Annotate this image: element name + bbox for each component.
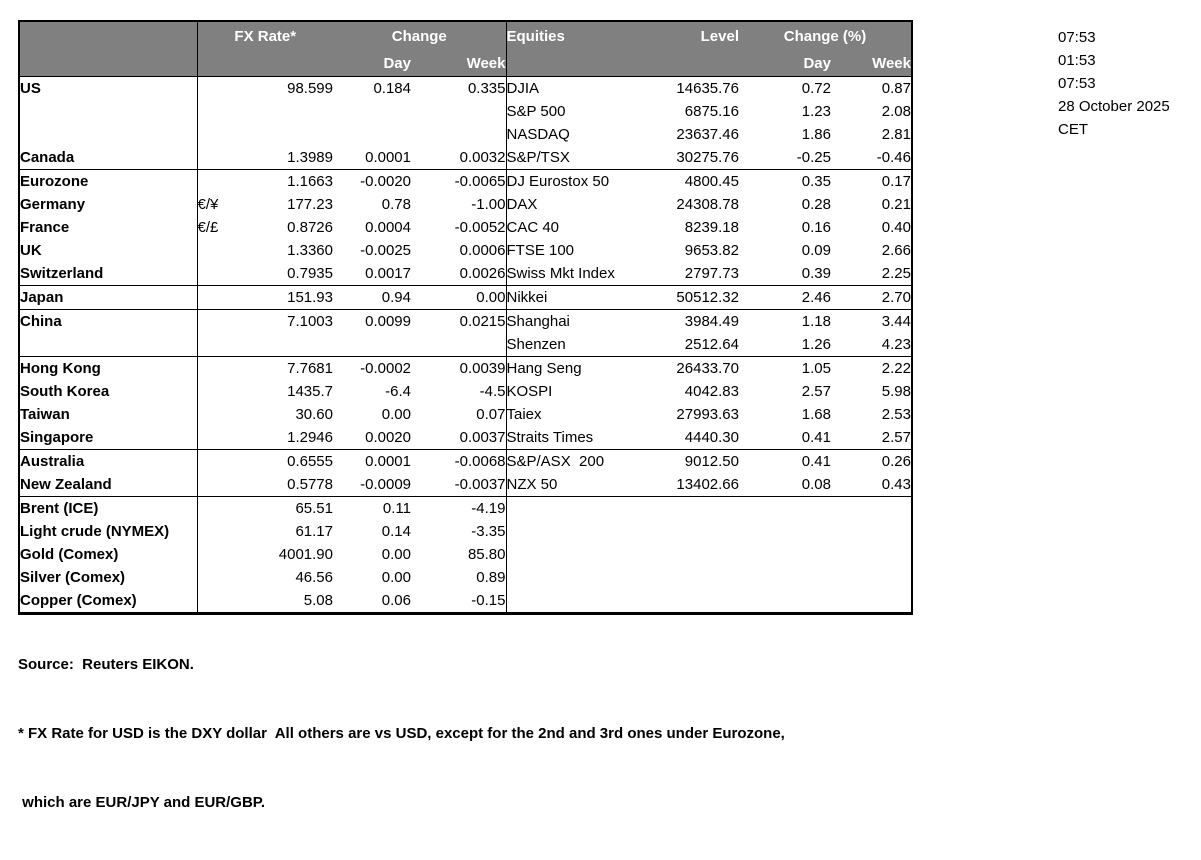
- fx-change-week-cell: -0.0065: [454, 172, 506, 190]
- fx-change-day-cell: -0.0020: [360, 172, 411, 190]
- fx-rate-cell: [235, 333, 333, 357]
- equity-change-week-cell: 4.23: [831, 333, 912, 357]
- equity-change-day-cell: -0.25: [739, 146, 831, 170]
- fx-change-day-cell: 0.0001: [333, 146, 411, 170]
- equity-change-week-cell: [831, 589, 912, 614]
- fx-change-day-cell: [333, 100, 411, 123]
- fx-change-week-cell: -4.19: [471, 499, 506, 517]
- table-row: [19, 100, 912, 123]
- equity-index-cell: NZX 50: [506, 473, 653, 497]
- fx-footnote-line1: * FX Rate for USD is the DXY dollar All others are vs USD, except for the 2nd and 3rd ones under Eurozone,: [18, 725, 785, 742]
- fx-rate-cell: 98.599: [287, 79, 333, 97]
- equity-level-cell: 8239.18: [684, 218, 739, 236]
- header-blank: [197, 51, 235, 76]
- country-cell: [19, 100, 197, 123]
- header-change: Change: [333, 21, 506, 51]
- equity-level-cell: 14635.76: [676, 79, 739, 97]
- fx-change-week-cell: 0.0006: [459, 241, 506, 259]
- fx-change-week-cell: 0.0039: [459, 359, 506, 377]
- equity-index-cell: Taiex: [506, 403, 653, 426]
- fx-change-day-cell: 0.0001: [365, 452, 411, 470]
- country-cell: Germany: [19, 193, 197, 216]
- equity-change-day-cell: [739, 566, 831, 589]
- country-cell: Silver (Comex): [19, 566, 197, 589]
- fx-rate-cell: 7.1003: [287, 312, 333, 330]
- equity-change-day-cell: 0.16: [801, 218, 831, 236]
- fx-change-week-cell: 0.07: [476, 405, 506, 423]
- currency-pair-cell: €/¥: [197, 195, 219, 213]
- currency-pair-cell: [197, 566, 235, 589]
- table-row: [19, 333, 912, 357]
- fx-change-day-cell: 0.94: [333, 285, 411, 309]
- header-eq-day: Day: [739, 51, 831, 76]
- fx-rate-cell: 1.1663: [287, 172, 333, 190]
- fx-change-week-cell: -1.00: [471, 195, 506, 213]
- equity-change-day-cell: 1.68: [801, 405, 831, 423]
- equity-level-cell: 27993.63: [676, 405, 739, 423]
- equity-change-week-cell: 0.40: [881, 218, 911, 236]
- fx-change-week-cell: 0.335: [467, 79, 506, 97]
- equity-index-cell: DAX: [506, 193, 653, 216]
- fx-change-day-cell: -0.0025: [360, 241, 411, 259]
- fx-change-week-cell: 0.0215: [459, 312, 506, 330]
- fx-change-day-cell: 0.14: [381, 522, 411, 540]
- timestamp: CET: [1058, 121, 1088, 138]
- fx-rate-cell: 0.6555: [287, 452, 333, 470]
- fx-change-week-cell: -0.0068: [454, 452, 506, 470]
- table-row: [19, 496, 912, 520]
- fx-rate-cell: 1.3989: [235, 146, 333, 170]
- equity-index-cell: Swiss Mkt Index: [506, 262, 653, 286]
- equity-level-cell: 9653.82: [684, 241, 739, 259]
- equity-change-week-cell: 2.53: [881, 405, 911, 423]
- equity-change-day-cell: 1.23: [801, 102, 831, 120]
- equity-change-week-cell: [831, 496, 912, 520]
- country-cell: Hong Kong: [19, 356, 197, 380]
- table-row: [19, 543, 912, 566]
- fx-change-week-cell: 0.00: [411, 285, 506, 309]
- header-equities: Equities: [506, 21, 653, 51]
- currency-pair-cell: [197, 380, 235, 403]
- currency-pair-cell: [197, 123, 235, 146]
- header-blank: [653, 51, 739, 76]
- fx-change-week-cell: -0.0037: [411, 473, 506, 497]
- equity-level-cell: 3984.49: [684, 312, 739, 330]
- equity-index-cell: NASDAQ: [506, 123, 653, 146]
- country-cell: US: [19, 76, 197, 100]
- header-change-pct: Change (%): [739, 21, 912, 51]
- country-cell: New Zealand: [19, 473, 197, 497]
- equity-change-day-cell: 1.05: [801, 359, 831, 377]
- timestamp-block: [1058, 26, 1170, 141]
- table-row: [19, 216, 912, 239]
- equity-change-day-cell: 0.39: [739, 262, 831, 286]
- equity-change-day-cell: [739, 496, 831, 520]
- table-row: [19, 76, 912, 100]
- fx-rate-cell: 1.2946: [235, 426, 333, 450]
- table-row: [19, 426, 912, 450]
- equity-change-day-cell: 1.26: [739, 333, 831, 357]
- fx-change-day-cell: [333, 123, 411, 146]
- equity-index-cell: [506, 496, 653, 520]
- equity-level-cell: 4800.45: [684, 172, 739, 190]
- fx-change-day-cell: 0.06: [381, 591, 411, 609]
- country-cell: Japan: [19, 285, 197, 309]
- equity-index-cell: CAC 40: [506, 216, 653, 239]
- table-row: [19, 239, 912, 262]
- fx-change-week-cell: 0.89: [476, 568, 506, 586]
- country-cell: Singapore: [19, 426, 197, 450]
- fx-change-day-cell: -6.4: [385, 382, 411, 400]
- equity-change-week-cell: [831, 543, 912, 566]
- fx-rate-cell: 1435.7: [287, 382, 333, 400]
- fx-rate-cell: 0.8726: [287, 218, 333, 236]
- equity-level-cell: 9012.50: [684, 452, 739, 470]
- fx-change-day-cell: [333, 333, 411, 357]
- currency-pair-cell: [197, 473, 235, 497]
- equity-level-cell: 6875.16: [684, 102, 739, 120]
- fx-rate-cell: 177.23: [287, 195, 333, 213]
- table-row: [19, 123, 912, 146]
- currency-pair-cell: [197, 403, 235, 426]
- country-cell: China: [19, 309, 197, 333]
- fx-change-week-cell: 0.0032: [411, 146, 506, 170]
- equity-level-cell: [653, 496, 739, 520]
- fx-rate-cell: 5.08: [303, 591, 333, 609]
- equity-index-cell: Shanghai: [506, 309, 653, 333]
- fx-rate-cell: 0.7935: [235, 262, 333, 286]
- equity-index-cell: S&P/ASX 200: [506, 449, 653, 473]
- fx-change-week-cell: [411, 333, 506, 357]
- equity-change-day-cell: [739, 520, 831, 543]
- equity-change-day-cell: 0.72: [801, 79, 831, 97]
- fx-change-week-cell: 0.0037: [411, 426, 506, 450]
- currency-pair-cell: [197, 146, 235, 170]
- fx-rate-cell: 61.17: [295, 522, 333, 540]
- equity-change-week-cell: 2.22: [881, 359, 911, 377]
- fx-change-week-cell: [411, 123, 506, 146]
- header-fx-week: Week: [411, 51, 506, 76]
- fx-change-week-cell: -0.0052: [454, 218, 506, 236]
- equity-index-cell: [506, 520, 653, 543]
- table-row: [19, 449, 912, 473]
- equity-level-cell: 4042.83: [684, 382, 739, 400]
- table-row: [19, 146, 912, 170]
- country-cell: Taiwan: [19, 403, 197, 426]
- equity-change-week-cell: [831, 520, 912, 543]
- table-row: [19, 169, 912, 193]
- table-row: [19, 520, 912, 543]
- equity-change-week-cell: [831, 566, 912, 589]
- equity-change-week-cell: 2.66: [881, 241, 911, 259]
- equity-change-week-cell: 2.81: [881, 125, 911, 143]
- equity-change-week-cell: -0.46: [831, 146, 912, 170]
- equity-index-cell: DJ Eurostox 50: [506, 169, 653, 193]
- equity-level-cell: [653, 566, 739, 589]
- currency-pair-cell: [197, 76, 235, 100]
- country-cell: Switzerland: [19, 262, 197, 286]
- header-eq-week: Week: [831, 51, 912, 76]
- country-cell: Canada: [19, 146, 197, 170]
- equity-change-day-cell: 1.86: [801, 125, 831, 143]
- equity-level-cell: 13402.66: [653, 473, 739, 497]
- country-cell: UK: [19, 239, 197, 262]
- header-blank: [19, 51, 197, 76]
- footer-notes: [18, 607, 785, 860]
- fx-change-week-cell: -0.15: [471, 591, 506, 609]
- country-cell: [19, 333, 197, 357]
- header-fx-day: Day: [333, 51, 411, 76]
- currency-pair-cell: [197, 262, 235, 286]
- equity-index-cell: Shenzen: [506, 333, 653, 357]
- equity-level-cell: 23637.46: [676, 125, 739, 143]
- currency-pair-cell: [197, 169, 235, 193]
- header-row-1: [19, 21, 912, 51]
- equity-level-cell: 26433.70: [676, 359, 739, 377]
- equity-change-week-cell: 2.57: [831, 426, 912, 450]
- equity-level-cell: 2512.64: [653, 333, 739, 357]
- equity-level-cell: [653, 520, 739, 543]
- currency-pair-cell: [197, 426, 235, 450]
- table-row: [19, 380, 912, 403]
- fx-change-day-cell: -0.0009: [333, 473, 411, 497]
- fx-change-day-cell: 0.0004: [365, 218, 411, 236]
- header-blank: [19, 21, 197, 51]
- equity-level-cell: 30275.76: [653, 146, 739, 170]
- equity-change-day-cell: 0.09: [801, 241, 831, 259]
- fx-rate-cell: 30.60: [295, 405, 333, 423]
- timestamp: 07:53: [1058, 75, 1096, 92]
- equity-change-day-cell: 0.41: [801, 452, 831, 470]
- timestamp: 28 October 2025: [1058, 98, 1170, 115]
- fx-change-week-cell: 0.0026: [411, 262, 506, 286]
- table-row: [19, 356, 912, 380]
- equity-level-cell: 4440.30: [653, 426, 739, 450]
- equity-index-cell: S&P/TSX: [506, 146, 653, 170]
- equity-change-week-cell: 2.25: [831, 262, 912, 286]
- fx-change-day-cell: 0.00: [381, 568, 411, 586]
- equity-change-day-cell: 2.57: [801, 382, 831, 400]
- country-cell: Australia: [19, 449, 197, 473]
- fx-rate-cell: [235, 123, 333, 146]
- currency-pair-cell: [197, 496, 235, 520]
- currency-pair-cell: [197, 100, 235, 123]
- fx-rate-cell: [235, 100, 333, 123]
- fx-change-day-cell: 0.0020: [333, 426, 411, 450]
- equity-change-day-cell: 2.46: [739, 285, 831, 309]
- currency-pair-cell: [197, 449, 235, 473]
- currency-pair-cell: [197, 239, 235, 262]
- equity-change-week-cell: 0.43: [831, 473, 912, 497]
- header-blank: [506, 51, 653, 76]
- currency-pair-cell: [197, 356, 235, 380]
- markets-table: [18, 20, 913, 615]
- fx-rate-cell: 46.56: [295, 568, 333, 586]
- country-cell: [19, 123, 197, 146]
- equity-index-cell: DJIA: [506, 76, 653, 100]
- country-cell: Light crude (NYMEX): [19, 520, 197, 543]
- fx-change-day-cell: 0.00: [381, 545, 411, 563]
- fx-rate-cell: 1.3360: [287, 241, 333, 259]
- header-row-2: [19, 51, 912, 76]
- currency-pair-cell: [197, 333, 235, 357]
- fx-change-week-cell: 85.80: [467, 545, 506, 563]
- currency-pair-cell: [197, 543, 235, 566]
- equity-level-cell: 50512.32: [653, 285, 739, 309]
- equity-change-day-cell: 1.18: [801, 312, 831, 330]
- equity-change-week-cell: 3.44: [881, 312, 911, 330]
- timestamp: 07:53: [1058, 29, 1096, 46]
- fx-change-day-cell: 0.78: [381, 195, 411, 213]
- table-row: [19, 566, 912, 589]
- fx-change-day-cell: 0.184: [373, 79, 411, 97]
- equity-change-day-cell: 0.08: [739, 473, 831, 497]
- fx-rate-cell: 0.5778: [235, 473, 333, 497]
- table-row: [19, 285, 912, 309]
- header-blank: [235, 51, 333, 76]
- header-fx-rate: FX Rate*: [197, 21, 333, 51]
- header-level: Level: [653, 21, 739, 51]
- country-cell: South Korea: [19, 380, 197, 403]
- equity-change-week-cell: 0.21: [881, 195, 911, 213]
- equity-change-week-cell: 0.26: [881, 452, 911, 470]
- equity-level-cell: 24308.78: [676, 195, 739, 213]
- fx-footnote-line2: which are EUR/JPY and EUR/GBP.: [18, 794, 266, 811]
- fx-change-day-cell: 0.11: [382, 499, 411, 517]
- table-row: [19, 403, 912, 426]
- equity-index-cell: KOSPI: [506, 380, 653, 403]
- table-row: [19, 473, 912, 497]
- fx-change-day-cell: 0.00: [381, 405, 411, 423]
- equity-change-day-cell: 0.28: [801, 195, 831, 213]
- country-cell: Gold (Comex): [19, 543, 197, 566]
- fx-change-day-cell: -0.0002: [360, 359, 411, 377]
- fx-change-week-cell: -4.5: [479, 382, 506, 400]
- equity-change-week-cell: 0.87: [881, 79, 911, 97]
- fx-rate-cell: 151.93: [235, 285, 333, 309]
- currency-pair-cell: €/£: [197, 218, 219, 236]
- equity-change-week-cell: 5.98: [881, 382, 911, 400]
- table-row: [19, 193, 912, 216]
- fx-rate-cell: 4001.90: [278, 545, 333, 563]
- equity-change-week-cell: 0.17: [881, 172, 911, 190]
- equity-level-cell: [653, 543, 739, 566]
- fx-change-week-cell: [411, 100, 506, 123]
- timestamp: 01:53: [1058, 52, 1096, 69]
- fx-rate-cell: 7.7681: [287, 359, 333, 377]
- fx-change-week-cell: -3.35: [471, 522, 506, 540]
- country-cell: France: [19, 216, 197, 239]
- source-note: Source: Reuters EIKON.: [18, 656, 194, 673]
- equity-change-day-cell: 0.41: [739, 426, 831, 450]
- table-row: [19, 309, 912, 333]
- currency-pair-cell: [197, 285, 235, 309]
- country-cell: Copper (Comex): [19, 589, 197, 614]
- equity-change-day-cell: [739, 543, 831, 566]
- country-cell: Eurozone: [19, 169, 197, 193]
- fx-change-day-cell: 0.0017: [333, 262, 411, 286]
- equity-change-week-cell: 2.70: [831, 285, 912, 309]
- equity-change-week-cell: 2.08: [881, 102, 911, 120]
- equity-index-cell: Nikkei: [506, 285, 653, 309]
- fx-change-day-cell: 0.0099: [365, 312, 411, 330]
- equity-index-cell: [506, 566, 653, 589]
- equity-index-cell: Hang Seng: [506, 356, 653, 380]
- equity-index-cell: [506, 543, 653, 566]
- equity-index-cell: Straits Times: [506, 426, 653, 450]
- fx-rate-cell: 65.51: [295, 499, 333, 517]
- table-row: [19, 262, 912, 286]
- equity-level-cell: 2797.73: [653, 262, 739, 286]
- currency-pair-cell: [197, 309, 235, 333]
- equity-index-cell: FTSE 100: [506, 239, 653, 262]
- currency-pair-cell: [197, 520, 235, 543]
- equity-change-day-cell: 0.35: [801, 172, 831, 190]
- equity-index-cell: S&P 500: [506, 100, 653, 123]
- country-cell: Brent (ICE): [19, 496, 197, 520]
